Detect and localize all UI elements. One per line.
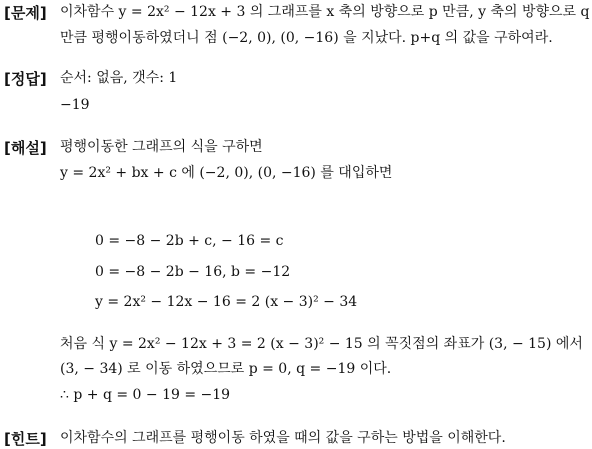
answer-meta: 순서: 없음, 갯수: 1 xyxy=(60,70,178,86)
answer-value: −19 xyxy=(60,97,90,113)
equation-1: 0 = −8 − 2b + c, − 16 = c xyxy=(95,233,284,249)
explanation-line-3: 처음 식 y = 2x² − 12x + 3 = 2 (x − 3)² − 15 의 꼭짓점의 좌표가 (3, − 15) 에서 xyxy=(60,336,583,352)
problem-text-line-2: 만큼 평행이동하였더니 점 (−2, 0), (0, −16) 을 지났다. p+q 의 값을 구하여라. xyxy=(60,30,553,46)
explanation-line-4: (3, − 34) 로 이동 하였으므로 p = 0, q = −19 이다. xyxy=(60,361,392,377)
problem-text-line-1: 이차함수 y = 2x² − 12x + 3 의 그래프를 x 축의 방향으로 p 만큼, y 축의 방향으로 q xyxy=(60,4,590,20)
hint-label: [힌트] xyxy=(4,430,47,448)
explanation-label: [해설] xyxy=(4,139,47,157)
explanation-line-1: 평행이동한 그래프의 식을 구하면 xyxy=(60,139,263,155)
explanation-line-2: y = 2x² + bx + c 에 (−2, 0), (0, −16) 를 대입하면 xyxy=(60,165,393,181)
equation-2: 0 = −8 − 2b − 16, b = −12 xyxy=(95,264,291,280)
problem-label: [문제] xyxy=(4,4,47,22)
answer-label: [정답] xyxy=(4,70,47,88)
hint-text: 이차함수의 그래프를 평행이동 하였을 때의 값을 구하는 방법을 이해한다. xyxy=(60,430,506,446)
equation-3: y = 2x² − 12x − 16 = 2 (x − 3)² − 34 xyxy=(95,294,358,310)
explanation-conclusion: ∴ p + q = 0 − 19 = −19 xyxy=(60,387,231,403)
